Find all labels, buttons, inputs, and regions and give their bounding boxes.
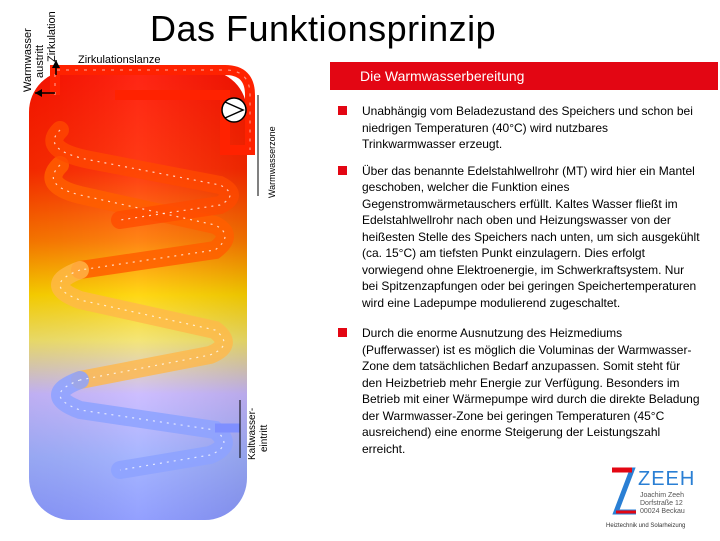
bullet-square-icon (338, 328, 347, 337)
bullet-text: Über das benannte Edelstahlwellrohr (MT) wird hier ein Mantel geschoben, welcher die Funktion eines Gegenstromwärmetauschers erfüllt. Kaltes Wasser fließt im Edelstahlwellrohr nach oben und Heizungswasser von der heißesten Stelle des Speichers nach unten, um sich ausgekühlt (ca. 15°C) am tiefsten Punkt einzulagern. Dies erfolgt vorwiegend ohne Elektroenergie, im Schwerkraftsystem. Nur bei Spitzenzapfungen oder bei geringen Speichertemperaturen wird eine Ladepumpe modulierend zugeschaltet. (362, 163, 700, 310)
bullet-square-icon (338, 106, 347, 115)
warmwasserzone-label: Warmwasserzone (267, 126, 277, 198)
warmwasser-austritt-line1: Warmwasser (22, 28, 34, 92)
bullet-square-icon (338, 166, 347, 175)
kaltwasser-line1: Kaltwasser- (247, 407, 258, 460)
zirkulation-label: Zirkulation (46, 11, 58, 62)
section-heading: Die Warmwasserbereitung (330, 62, 718, 90)
bullet-list (338, 103, 700, 467)
bullet-item (338, 163, 700, 312)
logo-line3: 00024 Beckau (640, 508, 685, 515)
bullet-item (338, 103, 700, 153)
logo-tagline: Heiztechnik und Solarheizung (606, 523, 686, 529)
logo-brand: ZEEH (638, 468, 696, 490)
logo-address (640, 492, 685, 516)
warmwasser-austritt-line2: austritt (34, 44, 46, 78)
logo-line2: Dorfstraße 12 (640, 500, 683, 507)
page-title: Das Funktionsprinzip (150, 8, 497, 49)
bullet-text: Durch die enorme Ausnutzung des Heizmediums (Pufferwasser) ist es möglich die Voluminas der Warmwasser-Zone dem tatsächlichen Bedarf anzupassen. Somit steht für den Heizbetrieb mehr Energie zur Verfügung. Besonders im Betrieb mit einer Wärmepumpe wird durch die direkte Beladung der Warmwasser-Zone bei geringen Temperaturen (45°C ausreichend) eine enorme Steigerung der Leistungszahl erreicht. (362, 326, 700, 456)
zirkulationslanze-label: Zirkulationslanze (78, 54, 161, 66)
bullet-text: Unabhängig vom Beladezustand des Speichers und schon bei niedrigen Temperaturen (40°C) wird nutzbares Trinkwarmwasser erzeugt. (362, 104, 693, 151)
logo-line1: Joachim Zeeh (640, 492, 684, 499)
kaltwasser-line2: eintritt (259, 424, 270, 452)
zeeh-logo (606, 466, 718, 536)
bullet-item (338, 325, 700, 457)
